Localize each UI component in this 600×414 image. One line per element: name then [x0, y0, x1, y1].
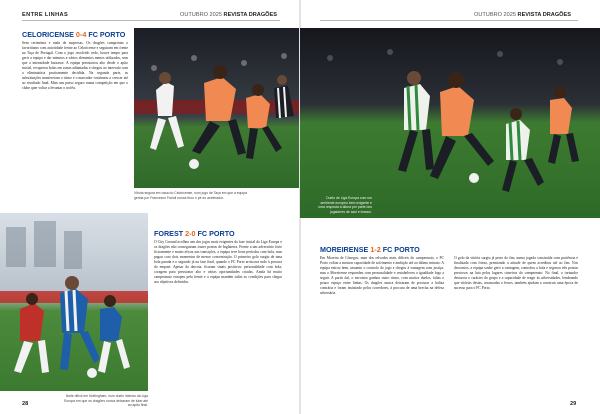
article-body-moreirense-col1: Em Moreira de Cónegos, num dos relvados mais difíceis do campeonato, o FC Porto voltou a mostrar capacidade de sofrimento e ambição até ao último minuto. A equipa entrou bem, assumiu o controlo do jogo e chegou à vantagem com justiça, mas o Moreirense respondeu com personalidade e restabeleceu a igualdade logo a seguir. A partir daí, o encontro ganhou outro ritmo, com muitos duelos, faltas e pouco espaço entre linhas. Os dragões nunca deixaram de procurar a baliza contrária e foram insistindo pelos corredores, à procura de uma brecha na defesa adversária. — [320, 256, 444, 296]
article-title-moreirense: MOREIRENSE 1-2 FC PORTO — [320, 245, 420, 254]
article-body-celoricense: Sem cerimónia e nada de surpresas. Os dragões cumpriram o favoritismo com autoridade frente ao Celoricense e seguiram em frente na Taça de Portugal. Com o jogo resolvido cedo, houve tempo para gerir a equipa e dar minutos a vários elementos menos utilizados, sem que a intensidade baixasse. A equipa pressionou alto desde o apito inicial, recuperou bolas em zonas adiantadas e chegou ao intervalo com a eliminatória praticamente decidida. Na segunda parte, as substituições mantiveram o ritmo e o marcador continuou a crescer até ao resultado final. Mais um passo seguro numa competição em que o clube quer voltar a levantar o troféu. — [22, 41, 128, 91]
issue-header-right: OUTUBRO 2025 REVISTA DRAGÕES — [474, 12, 571, 18]
photo-caption-moreirense: Duelo de Liga Europa com um ambiente europeu bem exigente e uma resposta à altura por parte dos jogadores de azul e branco. — [318, 196, 372, 214]
article-body-forest: O City Ground acolheu um dos jogos mais exigentes da fase inicial da Liga Europa e os dragões não conseguiram trazer pontos de Inglaterra. Frente a um adversário forte fisicamente e muito eficaz nas transições, a equipa teve bons períodos com bola, mas pagou caro dois momentos de menor concentração. O primeiro golo surgiu de uma bola parada e o segundo já na fase final, quando o FC Porto arriscava tudo à procura do empate. Apesar da derrota, ficaram sinais positivos: personalidade com bola, coragem para pressionar alto e várias oportunidades criadas. Ainda há muito campeonato europeu pela frente e a equipa mantém todas as condições para chegar aos objetivos definidos. — [154, 240, 282, 285]
photo-caption-celoricense: Vitória segura em casa do Celoricense, num jogo de Taça em que a equipa gerida por Francesco Farioli nunca tirou o pé do acelerador. — [134, 191, 247, 200]
header-rule-right — [320, 20, 578, 21]
issue-header: OUTUBRO 2025 REVISTA DRAGÕES — [180, 12, 277, 18]
article-title-forest: FOREST 2-0 FC PORTO — [154, 229, 235, 238]
match-photo-moreirense — [300, 28, 600, 218]
header-rule — [22, 20, 280, 21]
match-photo-forest — [0, 213, 148, 391]
right-page — [300, 0, 600, 414]
page-number-right: 29 — [570, 401, 577, 407]
article-body-moreirense-col2: O golo da vitória surgiu já perto do fim, numa jogada construída com paciência e finalizada com frieza, premiando a atitude de quem acreditou até ao fim. Nos descontos, a equipa soube gerir a vantagem, controlou a bola e segurou três pontos preciosos na luta pelos lugares cimeiros do campeonato. No final, o treinador destacou o carácter do grupo e a capacidade de reagir às adversidades, lembrando que vitórias destas, arrancadas a ferros, também ajudam a construir uma época de sucesso para o FC Porto. — [454, 256, 578, 291]
photo-caption-forest: Noite difícil em Nottingham, num duelo intenso da Liga Europa em que os dragões nunca deixaram de lutar até ao apito final. — [64, 394, 148, 407]
match-photo-celoricense — [134, 28, 300, 188]
article-title-celoricense: CELORICENSE 0-4 FC PORTO — [22, 30, 126, 39]
section-header: ENTRE LINHAS — [22, 12, 69, 18]
page-number-left: 28 — [22, 401, 29, 407]
